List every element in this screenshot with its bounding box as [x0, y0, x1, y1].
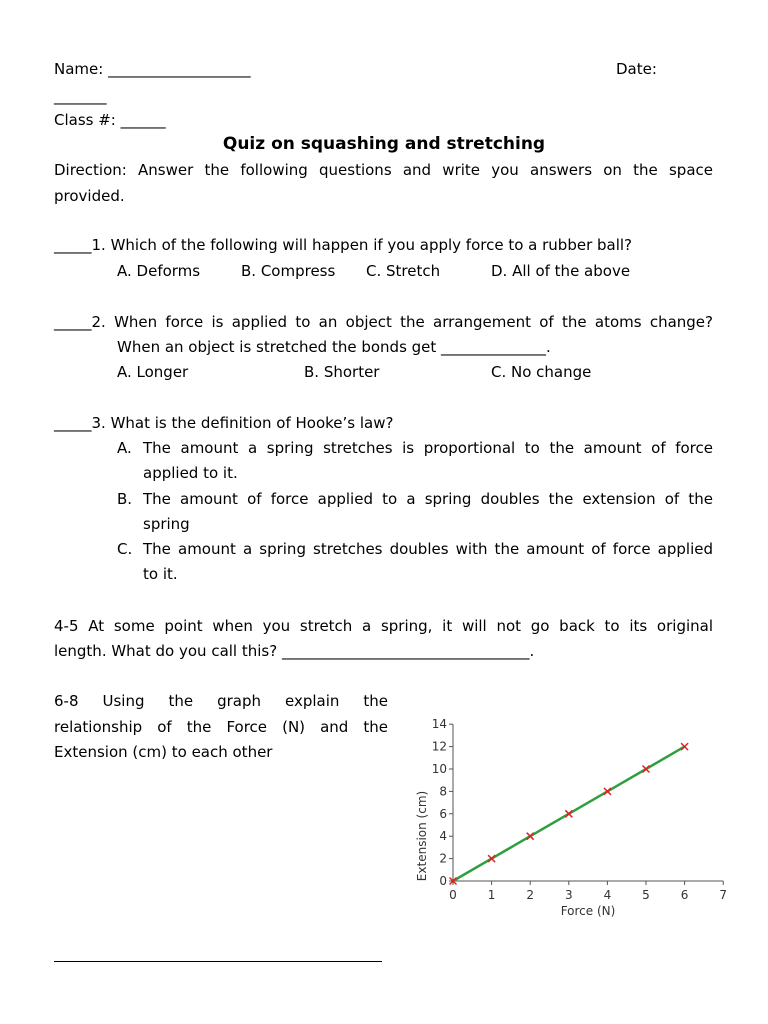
y-tick-label: 2 [439, 851, 447, 866]
x-tick-label: 7 [719, 888, 728, 902]
y-tick-label: 0 [439, 874, 447, 888]
y-tick-label: 10 [431, 762, 447, 776]
q1-choice-c: C. Stretch [366, 262, 441, 280]
force-extension-chart [405, 710, 735, 930]
q1-choice-a: A. Deforms [117, 262, 201, 280]
q3-choice-b-text-cont: spring [143, 515, 190, 533]
y-tick-label: 8 [439, 784, 447, 799]
q1-choice-d: D. All of the above [491, 262, 631, 280]
x-tick-label: 6 [680, 888, 689, 902]
y-axis-label: Extension (cm) [415, 790, 429, 882]
answer-line [54, 961, 382, 962]
x-tick-label: 2 [526, 888, 535, 902]
q3-choice-a-label: A. [117, 439, 132, 457]
y-axis [432, 717, 453, 888]
q3-choice-b-text: The amount of force applied to a spring doubles the extension of the [143, 490, 713, 508]
q3-choice-a-text: The amount a spring stretches is proportional to the amount of force [143, 439, 713, 457]
y-tick-label: 12 [431, 739, 447, 754]
direction-text: Direction: Answer the following questions and write you answers on the space [54, 161, 713, 179]
x-axis-label: Force (N) [560, 904, 616, 918]
class-field-label: Class #: ______ [54, 111, 166, 129]
x-tick-label: 1 [487, 888, 496, 902]
x-tick-label: 5 [642, 888, 650, 902]
x-tick-label: 4 [603, 888, 612, 902]
question-6-8-text-end: Extension (cm) to each other [54, 743, 273, 761]
q2-choice-a: A. Longer [117, 363, 189, 381]
x-tick-label: 3 [564, 888, 573, 902]
question-1-text: _____1. Which of the following will happen if you apply force to a rubber ball? [54, 236, 633, 254]
q1-choice-b: B. Compress [241, 262, 336, 280]
x-axis [449, 881, 727, 902]
direction-text-cont: provided. [54, 187, 125, 205]
question-2-text: _____2. When force is applied to an object the arrangement of the atoms change? [54, 313, 713, 331]
question-6-8-text-cont: relationship of the Force (N) and the [54, 718, 388, 736]
question-2-text-cont: When an object is stretched the bonds get ______________. [117, 338, 551, 356]
q3-choice-b-label: B. [117, 490, 133, 508]
question-4-5-text: 4-5 At some point when you stretch a spring, it will not go back to its original [54, 617, 713, 635]
q2-choice-b: B. Shorter [304, 363, 380, 381]
date-field-label: Date: [616, 60, 657, 78]
page-title: Quiz on squashing and stretching [222, 134, 546, 154]
question-4-5-text-cont: length. What do you call this? _________________________________. [54, 642, 535, 660]
x-tick-label: 0 [449, 888, 457, 902]
q3-choice-c-text-cont: to it. [143, 565, 178, 583]
q3-choice-c-text: The amount a spring stretches doubles with the amount of force applied [143, 540, 713, 558]
q3-choice-a-text-cont: applied to it. [143, 464, 238, 482]
q2-choice-c: C. No change [491, 363, 592, 381]
y-tick-label: 6 [439, 806, 447, 821]
y-tick-label: 14 [431, 717, 447, 732]
data-series [450, 743, 689, 884]
name-field-label: Name: ___________________ [54, 60, 251, 78]
date-field-blank: _______ [54, 87, 107, 105]
y-tick-label: 4 [439, 829, 447, 844]
question-6-8-text: 6-8 Using the graph explain the [54, 692, 388, 710]
question-3-text: _____3. What is the definition of Hooke’s law? [54, 414, 394, 432]
q3-choice-c-label: C. [117, 540, 133, 558]
